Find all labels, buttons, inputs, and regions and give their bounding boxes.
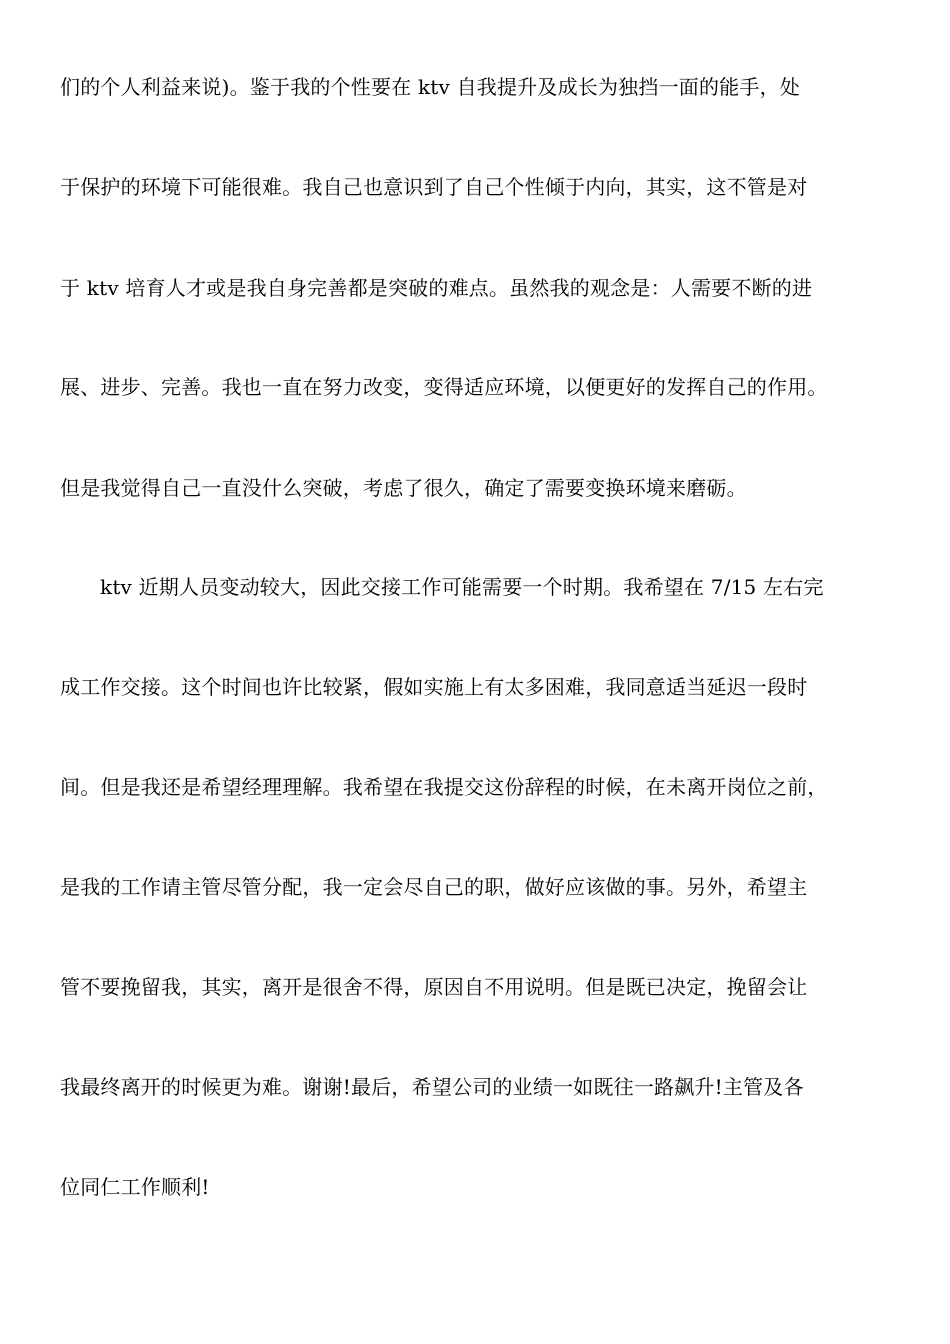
text-line: 成工作交接。这个时间也许比较紧，假如实施上有太多困难，我同意适当延迟一段时 <box>60 675 808 699</box>
text-line: 我最终离开的时候更为难。谢谢!最后，希望公司的业绩一如既往一路飙升!主管及各 <box>60 1075 804 1099</box>
text-line: 于保护的环境下可能很难。我自己也意识到了自己个性倾于内向，其实，这不管是对 <box>60 175 808 199</box>
text-line: 于 ktv 培育人才或是我自身完善都是突破的难点。虽然我的观念是：人需要不断的进 <box>60 276 813 300</box>
text-line: 们的个人利益来说)。鉴于我的个性要在 ktv 自我提升及成长为独挡一面的能手，处 <box>60 75 800 99</box>
text-line: 是我的工作请主管尽管分配，我一定会尽自己的职，做好应该做的事。另外，希望主 <box>60 875 808 899</box>
text-line: 管不要挽留我，其实，离开是很舍不得，原因自不用说明。但是既已决定，挽留会让 <box>60 975 808 999</box>
text-line-indented: ktv 近期人员变动较大，因此交接工作可能需要一个时期。我希望在 7/15 左右完 <box>100 575 824 599</box>
text-line: 位同仁工作顺利! <box>60 1175 210 1199</box>
text-line: 展、进步、完善。我也一直在努力改变，变得适应环境，以便更好的发挥自己的作用。 <box>60 375 828 399</box>
text-line: 间。但是我还是希望经理理解。我希望在我提交这份辞程的时候，在未离开岗位之前， <box>60 775 828 799</box>
text-line: 但是我觉得自己一直没什么突破，考虑了很久，确定了需要变换环境来磨砺。 <box>60 476 747 500</box>
